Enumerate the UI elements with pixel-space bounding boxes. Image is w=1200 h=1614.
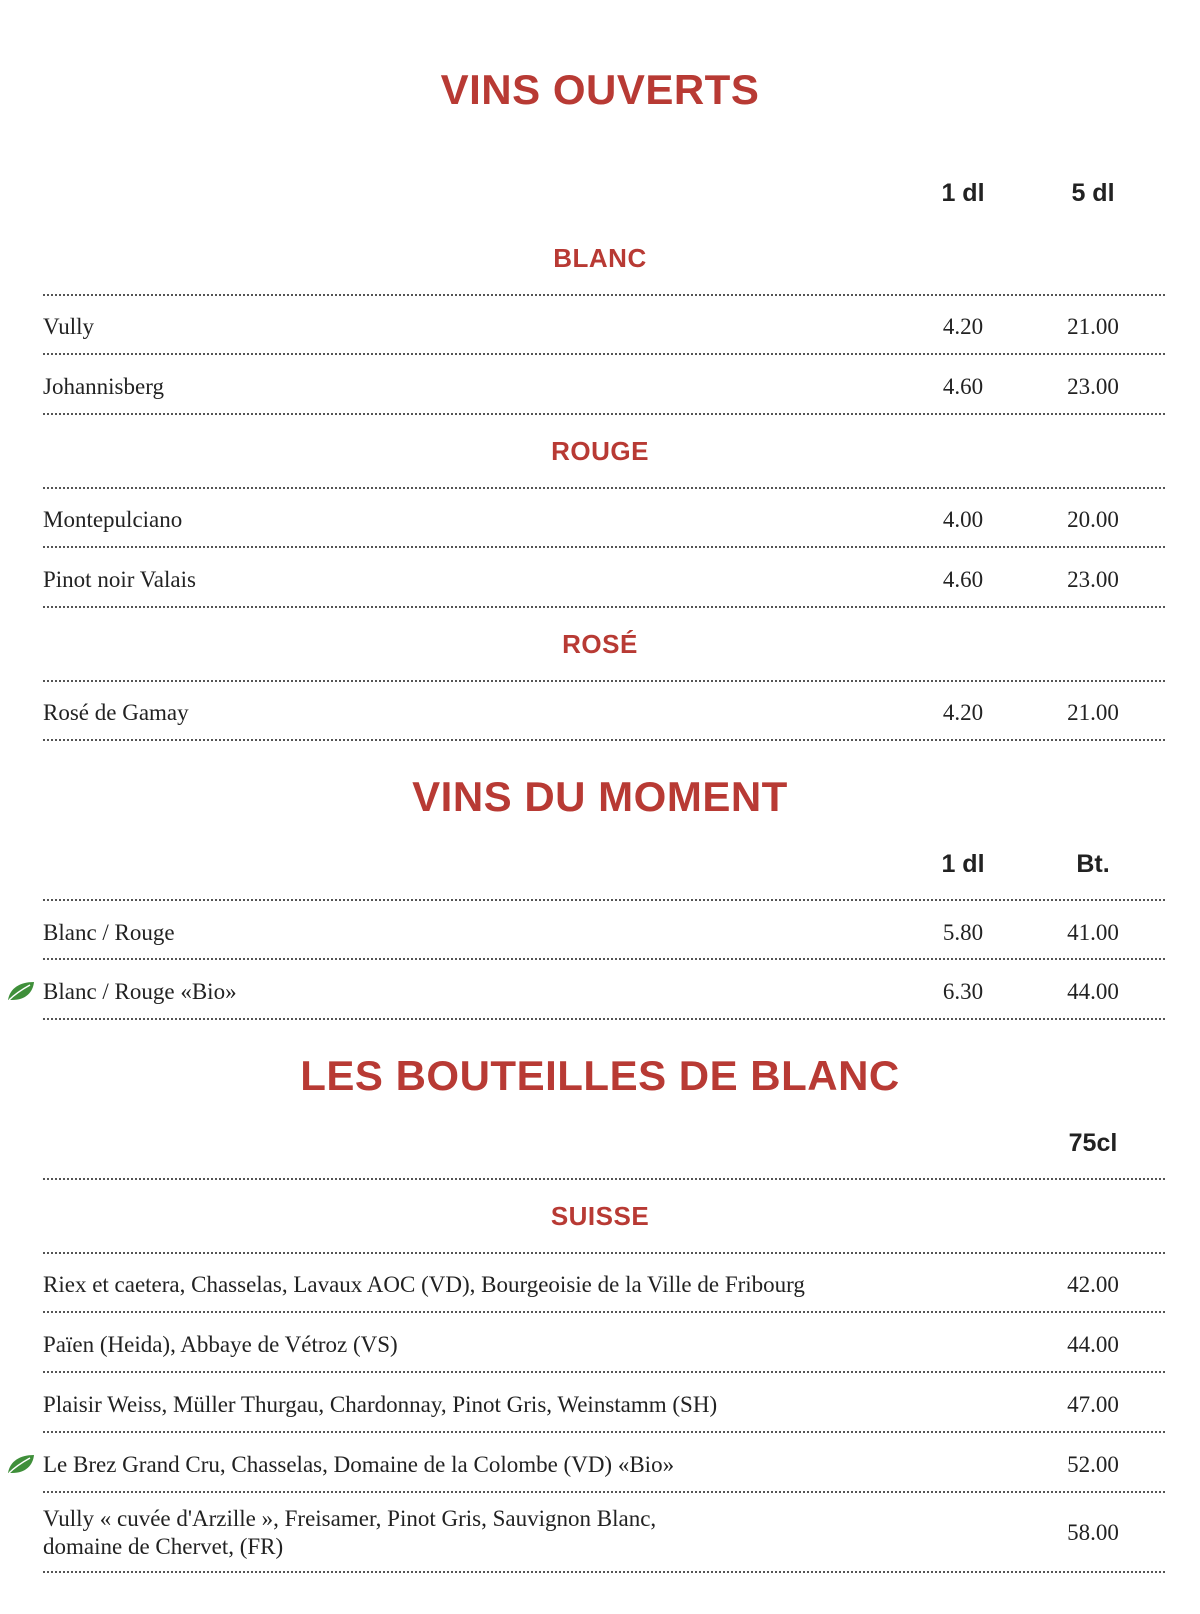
dotted-divider [43,546,1165,548]
menu-item-name: Vully [43,314,95,339]
column-header-1dl: 1 dl [941,179,985,207]
menu-item-price-5dl: 21.00 [1067,700,1119,725]
menu-item-name: Johannisberg [43,374,164,399]
menu-item-price-1dl: 4.60 [942,374,984,399]
column-header-bottle: Bt. [1076,850,1110,878]
dotted-divider [43,487,1165,489]
menu-item-name: Plaisir Weiss, Müller Thurgau, Chardonnay, Pinot Gris, Weinstamm (SH) [43,1392,718,1417]
dotted-divider [43,413,1165,415]
column-header-75cl: 75cl [1068,1129,1118,1157]
leaf-icon [6,1453,36,1475]
menu-item-name: Pinot noir Valais [43,567,196,592]
menu-item-price-1dl: 4.60 [942,567,984,592]
menu-item-name: Blanc / Rouge «Bio» [43,979,237,1004]
menu-item-price-5dl: 21.00 [1067,314,1119,339]
menu-item-price-1dl: 4.00 [942,507,984,532]
menu-item-name: Riex et caetera, Chasselas, Lavaux AOC (VD), Bourgeoisie de la Ville de Fribourg [43,1272,805,1297]
dotted-divider [43,1252,1165,1254]
menu-item-price-5dl: 20.00 [1067,507,1119,532]
leaf-icon [6,980,36,1002]
menu-item-price-5dl: 23.00 [1067,567,1119,592]
menu-item-price-bottle: 44.00 [1067,979,1119,1004]
column-header-1dl: 1 dl [941,850,985,878]
menu-item-name-line1: Vully « cuvée d'Arzille », Freisamer, Pinot Gris, Sauvignon Blanc, [43,1506,657,1531]
menu-item-price: 42.00 [1067,1272,1119,1297]
menu-item-name: Rosé de Gamay [43,700,189,725]
section-title-vins-du-moment: VINS DU MOMENT [412,773,788,820]
subsection-title-rouge: ROUGE [551,436,649,466]
dotted-divider [43,294,1165,296]
dotted-divider [43,1491,1165,1493]
menu-item-price-1dl: 6.30 [942,979,984,1004]
menu-item-price: 47.00 [1067,1392,1119,1417]
column-header-5dl: 5 dl [1071,179,1115,207]
section-title-bouteilles-blanc: LES BOUTEILLES DE BLANC [300,1052,900,1099]
dotted-divider [43,1431,1165,1433]
subsection-title-suisse: SUISSE [550,1201,650,1231]
menu-item-price-1dl: 5.80 [942,920,984,945]
dotted-divider [43,1571,1165,1573]
dotted-divider [43,1178,1165,1180]
menu-item-price: 44.00 [1067,1332,1119,1357]
dotted-divider [43,1311,1165,1313]
menu-item-price-5dl: 23.00 [1067,374,1119,399]
subsection-title-blanc: BLANC [553,243,647,273]
dotted-divider [43,958,1165,960]
menu-item-name: Le Brez Grand Cru, Chasselas, Domaine de la Colombe (VD) «Bio» [43,1452,675,1477]
menu-item-price-1dl: 4.20 [942,700,984,725]
menu-item-name: Païen (Heida), Abbaye de Vétroz (VS) [43,1332,398,1357]
dotted-divider [43,680,1165,682]
section-title-vins-ouverts: VINS OUVERTS [440,66,760,113]
subsection-title-rose: ROSÉ [562,629,638,659]
menu-item-price: 52.00 [1067,1452,1119,1477]
menu-item-name-line2: domaine de Chervet, (FR) [43,1534,284,1559]
menu-item-name: Blanc / Rouge [43,920,175,945]
dotted-divider [43,353,1165,355]
menu-item-price: 58.00 [1067,1520,1119,1545]
menu-item-price-1dl: 4.20 [942,314,984,339]
menu-item-price-bottle: 41.00 [1067,920,1119,945]
dotted-divider [43,1371,1165,1373]
dotted-divider [43,1018,1165,1020]
dotted-divider [43,606,1165,608]
menu-item-name: Montepulciano [43,507,183,532]
dotted-divider [43,899,1165,901]
dotted-divider [43,739,1165,741]
